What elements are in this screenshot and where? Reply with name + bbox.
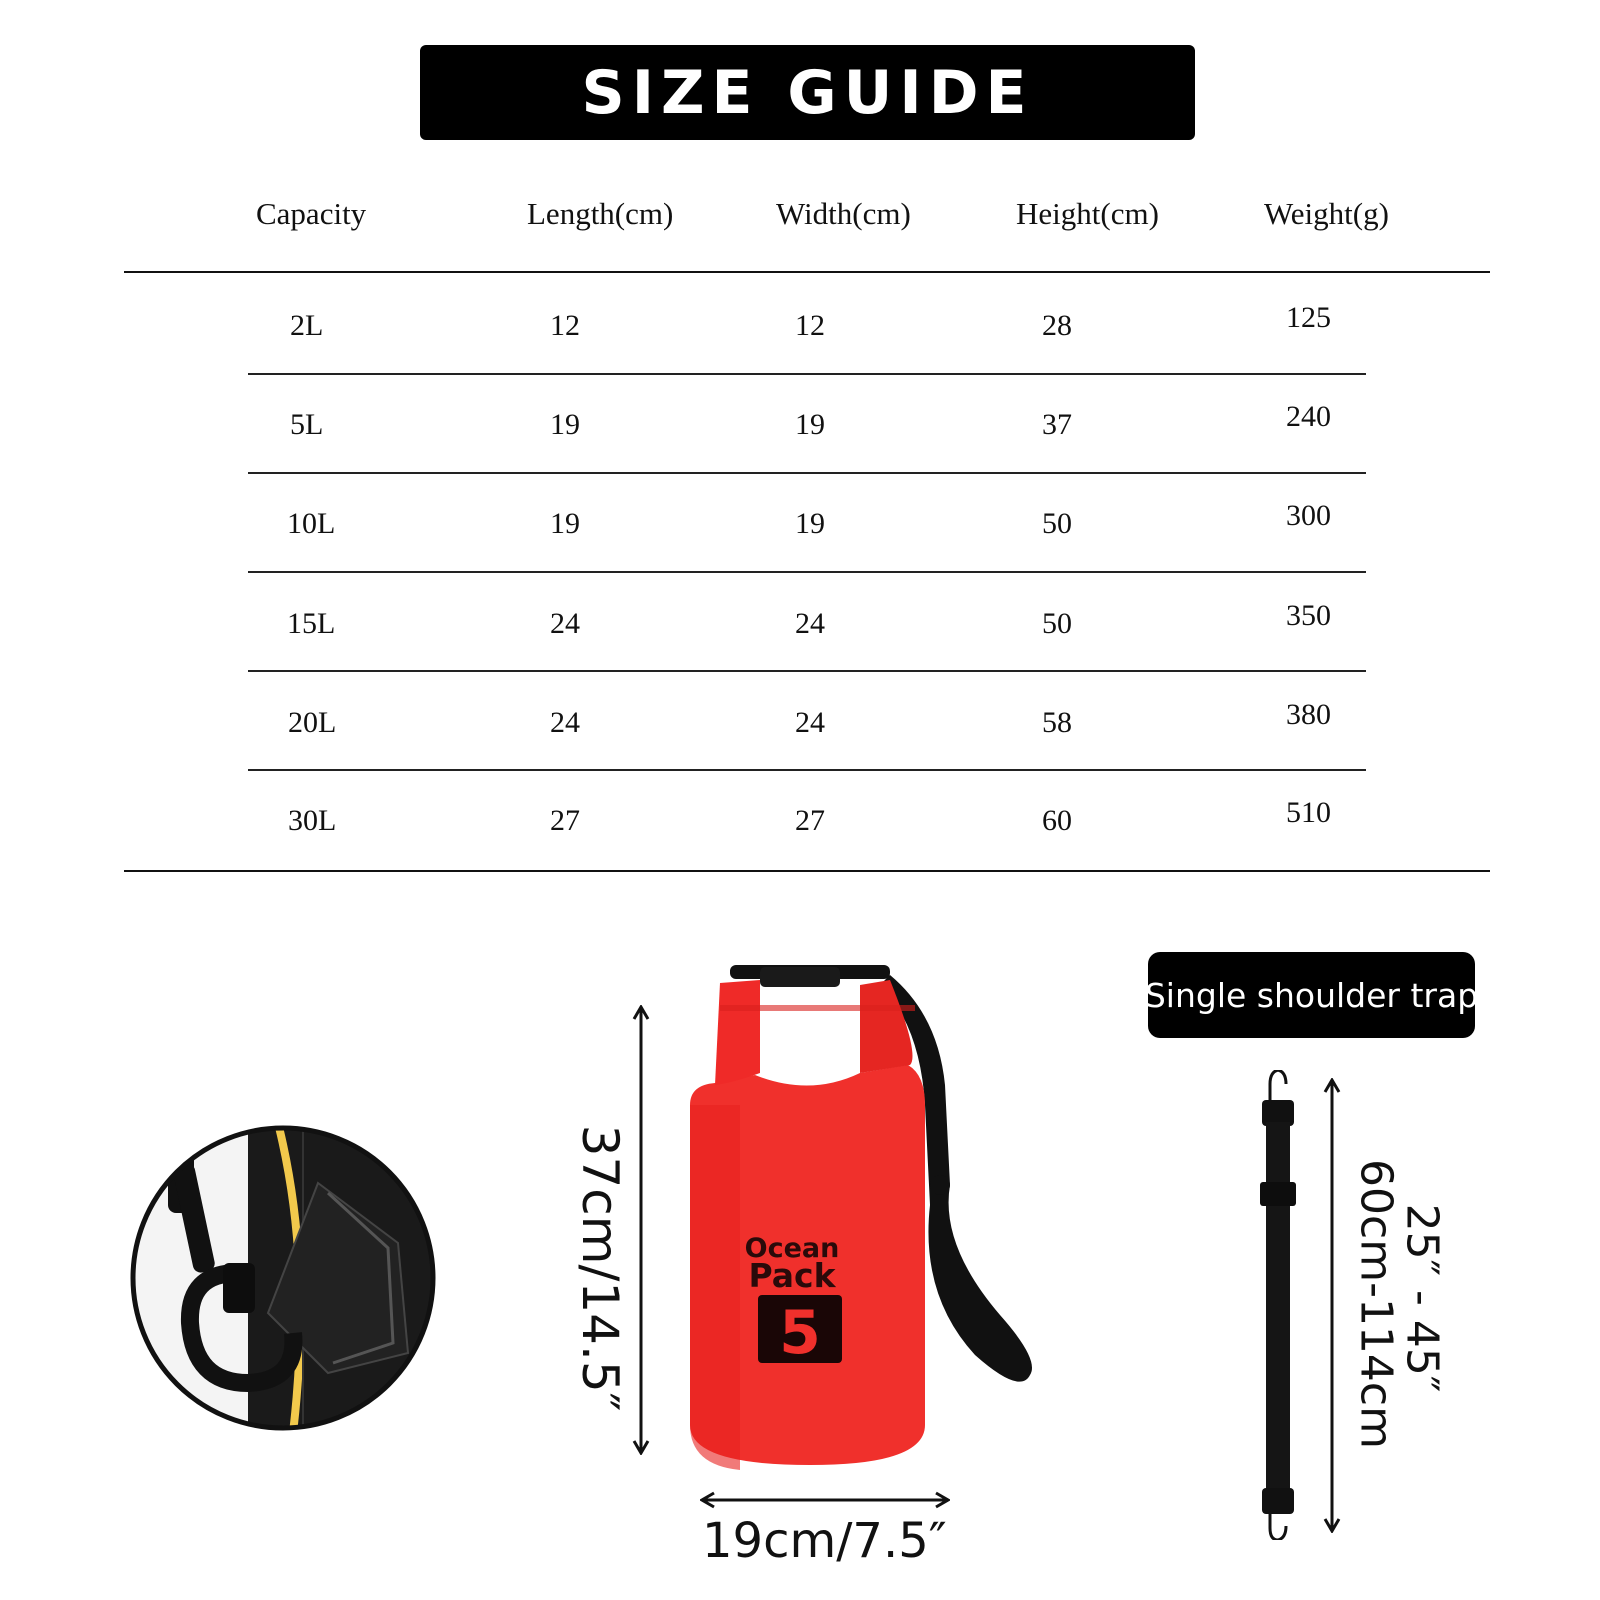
cell-width: 24 xyxy=(795,706,825,739)
cell-weight: 510 xyxy=(1286,796,1331,829)
table-row xyxy=(0,698,1600,746)
cell-height: 50 xyxy=(1042,507,1072,540)
hook-detail-image xyxy=(128,1123,438,1433)
cell-capacity: 30L xyxy=(288,804,337,837)
cell-weight: 300 xyxy=(1286,499,1331,532)
cell-weight: 240 xyxy=(1286,400,1331,433)
row-divider xyxy=(248,670,1366,672)
table-top-rule xyxy=(124,271,1490,273)
cell-width: 19 xyxy=(795,408,825,441)
height-text: 37cm/14.5″ xyxy=(571,1124,629,1412)
strap-length-arrow xyxy=(1320,1078,1344,1533)
strap-length-cm-text: 60cm-114cm xyxy=(1350,1159,1402,1449)
cell-width: 24 xyxy=(795,607,825,640)
strap-badge xyxy=(1144,952,1479,1038)
table-bottom-rule xyxy=(124,870,1490,872)
cell-length: 12 xyxy=(550,309,580,342)
table-row xyxy=(0,796,1600,844)
cell-weight: 380 xyxy=(1286,698,1331,731)
header-width: Width(cm) xyxy=(776,196,911,231)
header-capacity: Capacity xyxy=(256,196,367,231)
row-divider xyxy=(248,472,1366,474)
logo-number: 5 xyxy=(779,1298,821,1368)
row-divider xyxy=(248,571,1366,573)
logo-line1: Ocean xyxy=(744,1233,840,1264)
cell-capacity: 2L xyxy=(290,309,324,342)
cell-height: 28 xyxy=(1042,309,1072,342)
table-row xyxy=(0,499,1600,547)
cell-height: 60 xyxy=(1042,804,1072,837)
cell-height: 50 xyxy=(1042,607,1072,640)
width-arrow xyxy=(700,1490,950,1510)
table-row xyxy=(0,301,1600,349)
dry-bag-image xyxy=(620,965,1090,1485)
cell-width: 27 xyxy=(795,804,825,837)
cell-length: 19 xyxy=(550,408,580,441)
table-header xyxy=(0,196,1600,246)
page-title: SIZE GUIDE xyxy=(581,57,1034,128)
cell-length: 19 xyxy=(550,507,580,540)
shoulder-strap-image xyxy=(1248,1070,1308,1540)
cell-length: 27 xyxy=(550,804,580,837)
strap-length-in-text: 25″ - 45″ xyxy=(1396,1203,1448,1393)
title-banner xyxy=(420,45,1195,140)
table-row xyxy=(0,400,1600,448)
cell-height: 58 xyxy=(1042,706,1072,739)
cell-capacity: 20L xyxy=(288,706,337,739)
table-row xyxy=(0,599,1600,647)
header-weight: Weight(g) xyxy=(1264,196,1389,231)
width-dimension-label: 19cm/7.5″ xyxy=(702,1513,947,1569)
header-height: Height(cm) xyxy=(1016,196,1159,231)
header-length: Length(cm) xyxy=(527,196,674,231)
cell-height: 37 xyxy=(1042,408,1072,441)
cell-weight: 125 xyxy=(1286,301,1331,334)
strap-badge-text: Single shoulder trap xyxy=(1144,975,1479,1015)
cell-capacity: 5L xyxy=(290,408,324,441)
row-divider xyxy=(248,373,1366,375)
row-divider xyxy=(248,769,1366,771)
cell-length: 24 xyxy=(550,607,580,640)
cell-width: 12 xyxy=(795,309,825,342)
logo-line2: Pack xyxy=(748,1256,836,1295)
cell-capacity: 15L xyxy=(287,607,336,640)
cell-weight: 350 xyxy=(1286,599,1331,632)
cell-length: 24 xyxy=(550,706,580,739)
cell-capacity: 10L xyxy=(287,507,336,540)
cell-width: 19 xyxy=(795,507,825,540)
